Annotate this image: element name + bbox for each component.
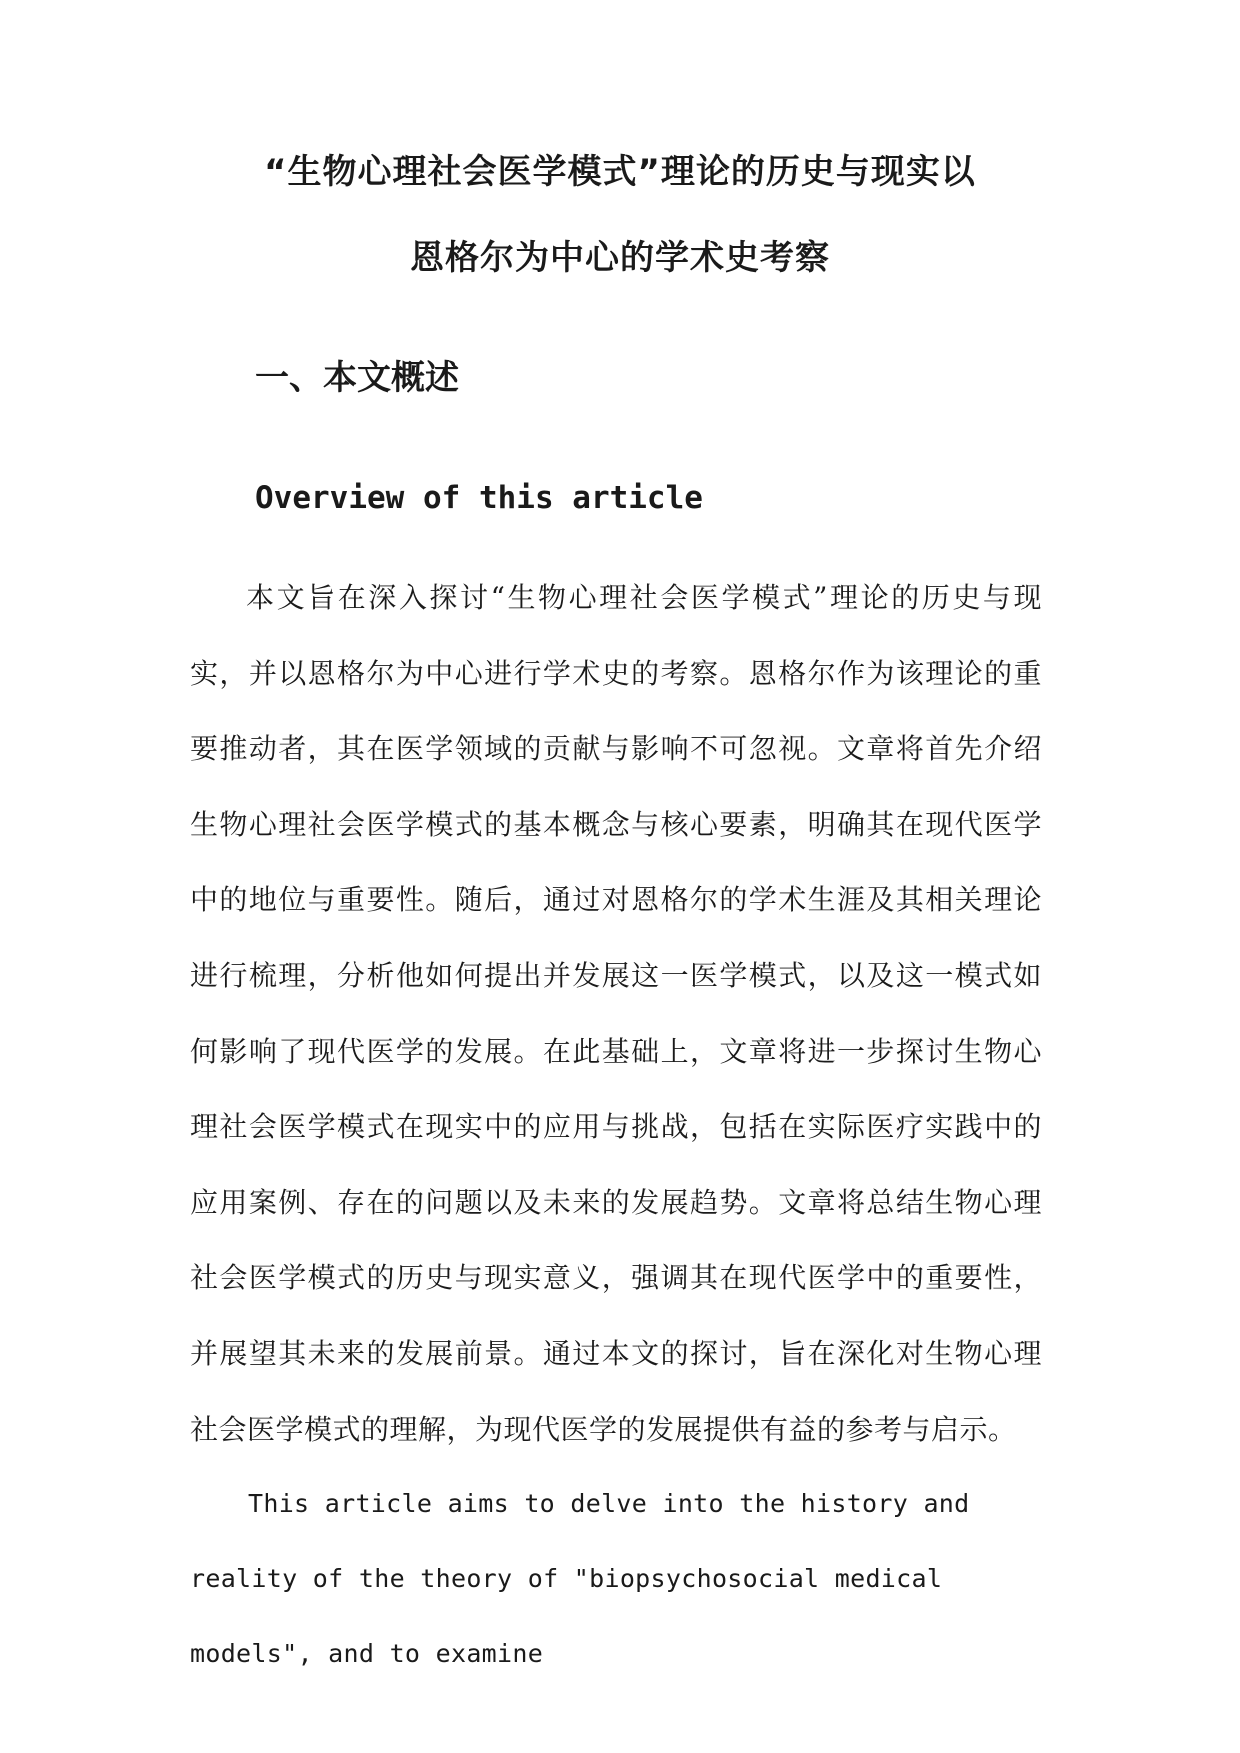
- paragraph-english: This article aims to delve into the history and reality of the theory of "biopsychosocial medical models", and to examine: [190, 1489, 970, 1668]
- section-heading-english: Overview of this article: [255, 480, 703, 516]
- paragraph-chinese: 本文旨在深入探讨“生物心理社会医学模式”理论的历史与现实，并以恩格尔为中心进行学术史的考察。恩格尔作为该理论的重要推动者，其在医学领域的贡献与影响不可忽视。文章将首先介绍生物心理社会医学模式的基本概念与核心要素，明确其在现代医学中的地位与重要性。随后，通过对恩格尔的学术生涯及其相关理论进行梳理，分析他如何提出并发展这一医学模式，以及这一模式如何影响了现代医学的发展。在此基础上，文章将进一步探讨生物心理社会医学模式在现实中的应用与挑战，包括在实际医疗实践中的应用案例、存在的问题以及未来的发展趋势。文章将总结生物心理社会医学模式的历史与现实意义，强调其在现代医学中的重要性，并展望其未来的发展前景。通过本文的探讨，旨在深化对生物心理社会医学模式的理解，为现代医学的发展提供有益的参考与启示。: [190, 581, 1042, 1446]
- document-title-line-1: “生物心理社会医学模式”理论的历史与现实以: [264, 152, 976, 192]
- document-title-line-2: 恩格尔为中心的学术史考察: [410, 238, 830, 278]
- section-heading: 一、本文概述: [255, 358, 459, 398]
